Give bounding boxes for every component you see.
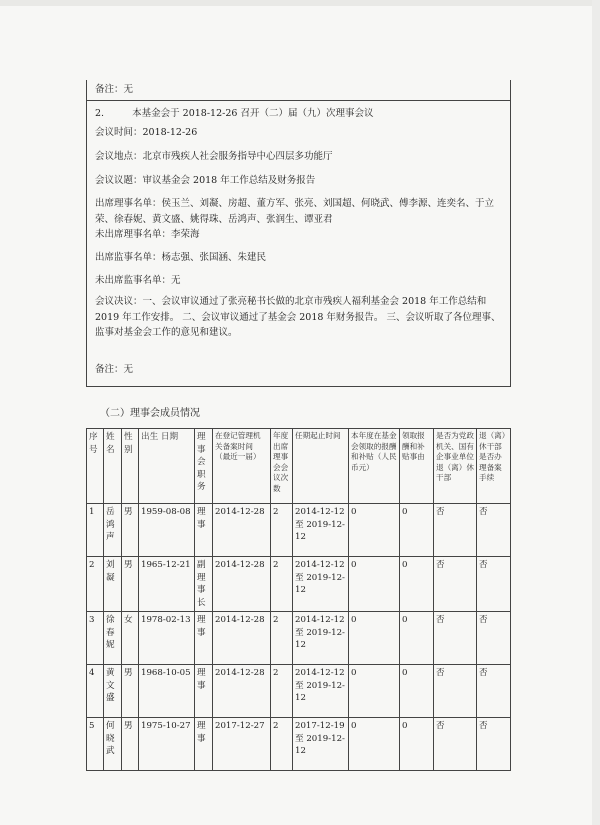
cell-index: 3 — [87, 612, 104, 665]
meeting-topic: 会议议题：审议基金会 2018 年工作总结及财务报告 — [95, 175, 316, 186]
cell-attendance: 2 — [271, 665, 293, 718]
cell-term: 2014-12-12 至 2019-12-12 — [293, 504, 349, 557]
cell-gender: 女 — [122, 612, 139, 665]
meeting-location: 会议地点：北京市残疾人社会服务指导中心四层多功能厅 — [95, 151, 333, 162]
present-supervisors: 出席监事名单：杨志强、张国涵、朱建民 — [95, 252, 267, 263]
scan-edge-right — [592, 0, 600, 825]
cell-remuneration-reason: 0 — [400, 557, 434, 612]
cell-position: 副理事长 — [195, 557, 213, 612]
cell-name: 黄文盛 — [104, 665, 122, 718]
cell-remuneration: 0 — [349, 612, 400, 665]
cell-gender: 男 — [122, 718, 139, 771]
cell-retired-cadre: 否 — [434, 557, 477, 612]
meeting-record-box — [86, 80, 511, 387]
meeting-divider — [87, 100, 510, 101]
meeting-title: 本基金会于 2018-12-26 召开（二）届（九）次理事会议 — [132, 108, 374, 119]
cell-birthdate: 1959-08-08 — [139, 504, 195, 557]
cell-term: 2014-12-12 至 2019-12-12 — [293, 665, 349, 718]
cell-attendance: 2 — [271, 718, 293, 771]
cell-filing-time: 2017-12-27 — [213, 718, 271, 771]
cell-retired-cadre: 否 — [434, 718, 477, 771]
cell-retired-filing: 否 — [477, 665, 511, 718]
cell-name: 刘凝 — [104, 557, 122, 612]
cell-birthdate: 1965-12-21 — [139, 557, 195, 612]
cell-remuneration: 0 — [349, 557, 400, 612]
cell-position: 理事 — [195, 612, 213, 665]
cell-index: 4 — [87, 665, 104, 718]
cell-birthdate: 1978-02-13 — [139, 612, 195, 665]
col-header-attendance: 年度出席理事会会议次数 — [271, 429, 293, 504]
cell-index: 5 — [87, 718, 104, 771]
cell-retired-filing: 否 — [477, 612, 511, 665]
table-row — [87, 612, 511, 665]
section-title: （二）理事会成员情况 — [100, 408, 200, 419]
cell-term: 2014-12-12 至 2019-12-12 — [293, 557, 349, 612]
cell-remuneration-reason: 0 — [400, 504, 434, 557]
cell-filing-time: 2014-12-28 — [213, 557, 271, 612]
cell-attendance: 2 — [271, 557, 293, 612]
cell-filing-time: 2014-12-28 — [213, 665, 271, 718]
col-header-filing-time: 在登记管理机关备案时间（最近一届） — [213, 429, 271, 504]
absent-supervisors: 未出席监事名单：无 — [95, 275, 181, 286]
cell-retired-cadre: 否 — [434, 612, 477, 665]
cell-position: 理事 — [195, 665, 213, 718]
cell-gender: 男 — [122, 557, 139, 612]
cell-term: 2017-12-19 至 2019-12-12 — [293, 718, 349, 771]
meeting-index: 2. — [95, 108, 105, 119]
cell-index: 2 — [87, 557, 104, 612]
col-header-position: 理事会职务 — [195, 429, 213, 504]
cell-name: 徐春妮 — [104, 612, 122, 665]
cell-retired-filing: 否 — [477, 718, 511, 771]
board-members-table — [86, 428, 511, 771]
cell-index: 1 — [87, 504, 104, 557]
cell-gender: 男 — [122, 665, 139, 718]
col-header-name: 姓名 — [104, 429, 122, 504]
table-row — [87, 665, 511, 718]
cell-attendance: 2 — [271, 504, 293, 557]
table-header-row — [87, 429, 511, 504]
table-row — [87, 718, 511, 771]
col-header-term: 任期起止时间 — [293, 429, 349, 504]
present-directors: 出席理事名单：侯玉兰、刘凝、房超、董方军、张亮、刘国超、何晓武、傅李源、连奕名、于立荣、徐春妮、黄文盛、姚得珠、岳鸿声、张润生、谭亚君 — [95, 198, 495, 225]
cell-attendance: 2 — [271, 612, 293, 665]
cell-birthdate: 1975-10-27 — [139, 718, 195, 771]
cell-position: 理事 — [195, 718, 213, 771]
cell-retired-filing: 否 — [477, 557, 511, 612]
col-header-gender: 性别 — [122, 429, 139, 504]
cell-position: 理事 — [195, 504, 213, 557]
col-header-remuneration-reason: 领取报酬和补贴事由 — [400, 429, 434, 504]
table-row — [87, 504, 511, 557]
cell-retired-filing: 否 — [477, 504, 511, 557]
cell-retired-cadre: 否 — [434, 504, 477, 557]
table-row — [87, 557, 511, 612]
cell-remuneration-reason: 0 — [400, 612, 434, 665]
col-header-remuneration: 本年度在基金会领取的报酬和补贴（人民币元） — [349, 429, 400, 504]
cell-remuneration: 0 — [349, 665, 400, 718]
col-header-retired-filing: 退（离）休干部是否办理备案手续 — [477, 429, 511, 504]
cell-name: 岳鸿声 — [104, 504, 122, 557]
meeting-resolution: 会议决议：一、会议审议通过了张亮秘书长做的北京市残疾人福利基金会 2018 年工作总结和 2019 年工作安排。 二、会议审议通过了基金会 2018 年财务报告。 三、会议听取了各位理事、监事对基金会工作的意见和建议。 — [95, 296, 501, 338]
col-header-birthdate: 出生 日期 — [139, 429, 195, 504]
previous-meeting-remark: 备注：无 — [95, 84, 134, 95]
col-header-index: 序号 — [87, 429, 104, 504]
cell-remuneration-reason: 0 — [400, 718, 434, 771]
absent-directors: 未出席理事名单：李荣海 — [95, 229, 200, 240]
meeting-heading — [95, 107, 504, 121]
meeting-remark: 备注：无 — [95, 364, 134, 375]
cell-name: 何晓武 — [104, 718, 122, 771]
scan-edge-top — [0, 0, 600, 6]
cell-remuneration-reason: 0 — [400, 665, 434, 718]
cell-filing-time: 2014-12-28 — [213, 612, 271, 665]
meeting-time: 会议时间：2018-12-26 — [95, 127, 198, 138]
cell-birthdate: 1968-10-05 — [139, 665, 195, 718]
cell-retired-cadre: 否 — [434, 665, 477, 718]
col-header-retired-cadre: 是否为党政机关、国有企事业单位退（离）休干部 — [434, 429, 477, 504]
cell-remuneration: 0 — [349, 504, 400, 557]
cell-term: 2014-12-12 至 2019-12-12 — [293, 612, 349, 665]
cell-remuneration: 0 — [349, 718, 400, 771]
cell-filing-time: 2014-12-28 — [213, 504, 271, 557]
cell-gender: 男 — [122, 504, 139, 557]
